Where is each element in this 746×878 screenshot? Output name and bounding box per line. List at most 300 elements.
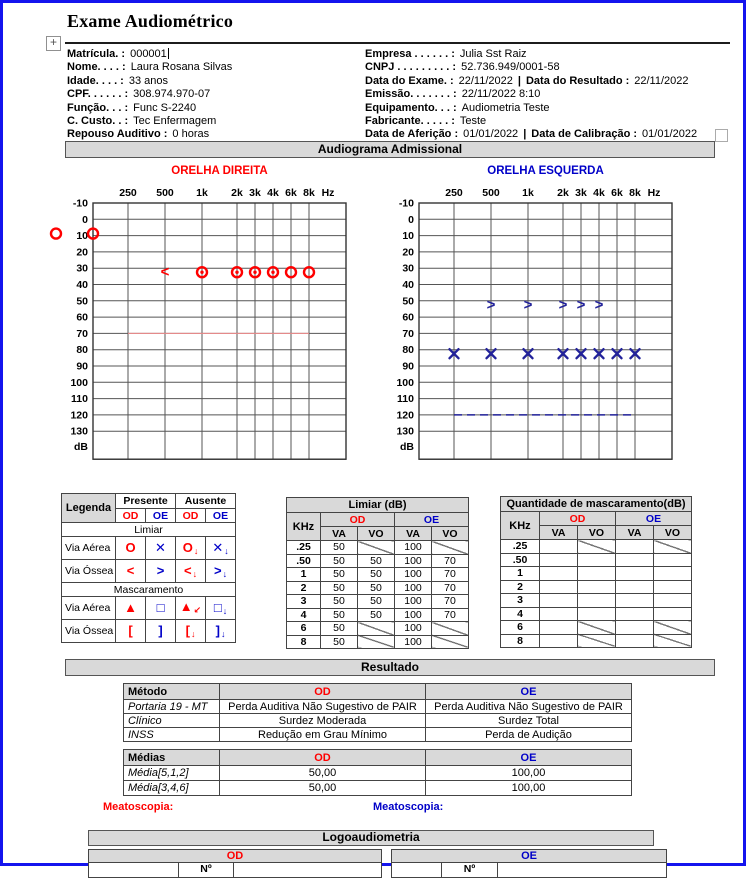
result-cell: Perda Auditiva Não Sugestivo de PAIR xyxy=(426,700,632,714)
legend-symbol-od xyxy=(176,560,206,583)
legend-table xyxy=(61,493,236,643)
x-tick-label: 4k xyxy=(593,187,605,199)
patient-row xyxy=(67,61,232,74)
symbol-absent-icon: ] xyxy=(215,622,220,638)
meatoscopia-oe-label: Meatoscopia: xyxy=(373,801,444,813)
value-cell-empty xyxy=(578,634,616,648)
metodo-table-header: OE xyxy=(426,684,632,700)
symbol-absent-icon: ▲ xyxy=(179,599,193,614)
text-cursor xyxy=(168,48,169,59)
value-cell: 100 xyxy=(395,581,432,595)
y-tick-label: 10 xyxy=(76,230,88,243)
value-cell xyxy=(616,540,654,554)
y-tick-label: 30 xyxy=(402,262,414,275)
arrow-icon: ↓ xyxy=(220,628,226,639)
value-cell xyxy=(616,594,654,608)
oe-header: OE xyxy=(395,513,469,527)
x-tick-label: 4k xyxy=(267,187,279,199)
value-cell-empty xyxy=(432,541,469,555)
marker-gt: > xyxy=(486,296,496,314)
value-cell-empty xyxy=(578,621,616,635)
field-label: Data do Resultado : xyxy=(525,74,630,87)
arrow-icon: ↓ xyxy=(193,545,199,556)
field-label: Fabricante. . . . . : xyxy=(365,115,455,128)
company-row xyxy=(365,128,697,141)
move-handle-icon[interactable]: + xyxy=(46,36,61,51)
patient-row xyxy=(67,88,232,101)
y-tick-label: 100 xyxy=(70,376,88,389)
selection-handle[interactable] xyxy=(715,129,728,142)
metodo-table xyxy=(123,683,632,742)
symbol-absent-icon: O xyxy=(182,539,193,555)
symbol-present-icon: ▲ xyxy=(124,600,137,615)
masc-table-title: Quantidade de mascaramento(dB) xyxy=(501,497,692,512)
marker-gt: > xyxy=(594,296,604,314)
y-tick-label: 110 xyxy=(397,393,414,406)
limiar-table-title: Limiar (dB) xyxy=(287,498,469,513)
section-bar-audiograma: Audiograma Admissional xyxy=(65,141,715,158)
patient-row xyxy=(67,48,232,61)
arrow-icon: ↓ xyxy=(190,628,196,639)
legend-symbol-od xyxy=(116,537,146,560)
legend-symbol-oe xyxy=(206,537,236,560)
y-tick-label: 130 xyxy=(70,425,88,438)
marker-circle-dot xyxy=(271,271,274,274)
y-tick-label: 120 xyxy=(70,409,88,422)
field-label: CNPJ . . . . . . . . . : xyxy=(365,61,457,74)
y-tick-label: 70 xyxy=(76,327,88,340)
y-tick-label: 40 xyxy=(76,279,88,291)
value-cell: 50 xyxy=(358,581,395,595)
field-value: Laura Rosana Silvas xyxy=(130,61,233,74)
symbol-present-icon: ✕ xyxy=(155,540,166,555)
khz-cell: 2 xyxy=(501,580,540,594)
field-value: Tec Enfermagem xyxy=(133,115,217,128)
marker-gt: > xyxy=(523,296,533,314)
logoaudiometria-oe-table xyxy=(391,849,667,878)
field-label: Empresa . . . . . . : xyxy=(365,48,455,60)
value-cell: 100 xyxy=(395,595,432,609)
field-value: Teste xyxy=(459,115,487,128)
logo-cell xyxy=(392,863,442,878)
khz-cell: 6 xyxy=(501,621,540,635)
x-tick-label: 250 xyxy=(119,187,137,199)
company-row xyxy=(365,61,697,74)
x-tick-label: 500 xyxy=(156,187,174,199)
value-cell: 70 xyxy=(432,608,469,622)
chart-title: ORELHA ESQUERDA xyxy=(487,165,604,177)
audiogram-right-ear xyxy=(39,161,355,465)
va-vo-header: VO xyxy=(654,526,692,540)
va-vo-header: VA xyxy=(395,527,432,541)
arrow-icon: ↓ xyxy=(224,545,229,556)
symbol-present-icon: ] xyxy=(158,623,163,638)
y-tick-label: 110 xyxy=(71,393,88,406)
value-cell xyxy=(654,607,692,621)
y-tick-label: 60 xyxy=(402,311,414,324)
field-label: Nome. . . . : xyxy=(67,61,126,74)
value-cell: 70 xyxy=(432,554,469,568)
y-tick-label: -10 xyxy=(398,197,414,210)
y-tick-label: 20 xyxy=(76,246,88,259)
y-tick-label: 20 xyxy=(402,246,414,259)
khz-cell: .50 xyxy=(287,554,321,568)
marker-gt: > xyxy=(576,296,586,314)
od-header: OD xyxy=(321,513,395,527)
value-cell xyxy=(540,607,578,621)
x-unit-label: Hz xyxy=(321,187,335,199)
company-row xyxy=(365,102,697,115)
medias-table-header: OE xyxy=(426,750,632,766)
field-value: 308.974.970-07 xyxy=(133,88,211,101)
value-cell-empty xyxy=(358,541,395,555)
metodo-table-header: Método xyxy=(124,684,220,700)
legend-symbol-oe xyxy=(206,560,236,583)
matricula-input[interactable]: 000001 xyxy=(130,48,167,60)
field-value: 22/11/2022 8:10 xyxy=(461,88,541,101)
va-vo-header: VA xyxy=(540,526,578,540)
field-label: Equipamento. . . : xyxy=(365,101,457,114)
value-cell: 50 xyxy=(321,541,358,555)
oe-header: OE xyxy=(616,512,692,526)
value-cell-empty xyxy=(654,634,692,648)
khz-cell: 4 xyxy=(287,608,321,622)
legend-symbol-od xyxy=(176,620,206,643)
field-label: C. Custo. . : xyxy=(67,115,129,128)
legend-symbol-oe xyxy=(146,620,176,643)
y-tick-label: 70 xyxy=(402,327,414,340)
symbol-absent-icon: ✕ xyxy=(212,539,224,555)
result-cell: 100,00 xyxy=(426,766,632,781)
field-label: Data de Calibração : xyxy=(531,128,638,141)
value-cell: 50 xyxy=(358,608,395,622)
khz-cell: 1 xyxy=(287,568,321,582)
result-cell: Redução em Grau Mínimo xyxy=(220,728,426,742)
field-value: 01/01/2022 xyxy=(642,128,698,141)
value-cell xyxy=(540,567,578,581)
logo-od-header: OD xyxy=(89,850,382,863)
patient-row xyxy=(67,128,232,141)
field-separator: | xyxy=(517,74,521,87)
legend-ear-header: OE xyxy=(206,509,236,523)
medias-table xyxy=(123,749,632,796)
logo-col-header: Nº xyxy=(442,863,498,878)
y-tick-label: 0 xyxy=(408,213,414,226)
symbol-present-icon: [ xyxy=(128,623,133,638)
y-tick-label: 0 xyxy=(82,213,88,226)
legend-section-label: Limiar xyxy=(62,523,236,537)
x-tick-label: 3k xyxy=(575,187,587,199)
value-cell xyxy=(654,567,692,581)
row-label-cell: Clínico xyxy=(124,714,220,728)
y-unit-label: dB xyxy=(74,441,88,454)
field-label: Emissão. . . . . . . : xyxy=(365,88,457,101)
y-tick-label: 90 xyxy=(402,360,414,373)
company-info-block xyxy=(365,48,697,142)
y-tick-label: 60 xyxy=(76,311,88,324)
value-cell: 70 xyxy=(432,581,469,595)
field-label: Data do Exame. : xyxy=(365,74,454,87)
x-tick-label: 2k xyxy=(231,187,243,199)
y-tick-label: 30 xyxy=(76,262,88,275)
symbol-absent-icon: □ xyxy=(213,599,222,615)
logo-col-header: Nº xyxy=(179,863,234,878)
value-cell: 100 xyxy=(395,608,432,622)
x-tick-label: 8k xyxy=(303,187,315,199)
legend-ear-header: OD xyxy=(116,509,146,523)
legend-title: Legenda xyxy=(62,494,116,523)
field-value: 0 horas xyxy=(172,128,210,141)
value-cell xyxy=(654,594,692,608)
limiar-table xyxy=(286,497,469,649)
section-bar-resultado: Resultado xyxy=(65,659,715,676)
value-cell-empty xyxy=(578,540,616,554)
y-tick-label: -10 xyxy=(72,197,88,210)
legend-symbol-od xyxy=(176,597,206,620)
logo-cell xyxy=(234,863,382,878)
result-cell: 50,00 xyxy=(220,781,426,796)
value-cell-empty xyxy=(432,635,469,649)
value-cell: 100 xyxy=(395,568,432,582)
row-label-cell: Média[3,4,6] xyxy=(124,781,220,796)
value-cell xyxy=(540,621,578,635)
value-cell: 70 xyxy=(432,595,469,609)
page-title: Exame Audiométrico xyxy=(67,11,234,31)
legend-ear-header: OE xyxy=(146,509,176,523)
legend-row-label: Via Óssea xyxy=(62,620,116,643)
value-cell: 70 xyxy=(432,568,469,582)
patient-row xyxy=(67,102,232,115)
khz-header: KHz xyxy=(287,513,321,541)
value-cell xyxy=(540,634,578,648)
value-cell: 50 xyxy=(321,554,358,568)
legend-row-label: Via Aérea xyxy=(62,537,116,560)
field-value: 01/01/2022 xyxy=(463,128,519,141)
value-cell xyxy=(540,553,578,567)
symbol-absent-icon: > xyxy=(213,562,222,578)
plot-border xyxy=(93,203,346,459)
legend-ausente-header: Ausente xyxy=(176,494,236,509)
value-cell xyxy=(616,580,654,594)
x-unit-label: Hz xyxy=(647,187,661,199)
row-label-cell: Portaria 19 - MT xyxy=(124,700,220,714)
field-label: Matrícula. : xyxy=(67,48,126,60)
khz-cell: 8 xyxy=(287,635,321,649)
mascaramento-table xyxy=(500,496,692,648)
value-cell-empty xyxy=(654,540,692,554)
legend-symbol-oe xyxy=(206,597,236,620)
marker-circle-dot xyxy=(253,271,256,274)
marker-lt: < xyxy=(160,263,170,281)
field-value: 33 anos xyxy=(128,74,168,87)
legend-symbol-od xyxy=(116,560,146,583)
khz-cell: 3 xyxy=(501,594,540,608)
x-tick-label: 2k xyxy=(557,187,569,199)
value-cell: 50 xyxy=(321,581,358,595)
symbol-present-icon: □ xyxy=(156,600,165,615)
x-tick-label: 3k xyxy=(249,187,261,199)
symbol-absent-icon: [ xyxy=(185,622,190,638)
y-tick-label: 10 xyxy=(402,230,414,243)
value-cell xyxy=(578,594,616,608)
legend-symbol-oe xyxy=(146,560,176,583)
value-cell-empty xyxy=(432,622,469,636)
value-cell xyxy=(616,634,654,648)
field-label: CPF. . . . . . : xyxy=(67,88,129,101)
legend-symbol-od xyxy=(116,597,146,620)
value-cell: 100 xyxy=(395,622,432,636)
patient-row xyxy=(67,115,232,128)
value-cell xyxy=(578,553,616,567)
field-value: 52.736.949/0001-58 xyxy=(461,61,560,74)
legend-symbol-od xyxy=(116,620,146,643)
symbol-present-icon: O xyxy=(125,540,136,555)
value-cell xyxy=(540,580,578,594)
field-value: Julia Sst Raiz xyxy=(459,48,527,60)
va-vo-header: VA xyxy=(616,526,654,540)
symbol-present-icon: < xyxy=(126,563,135,578)
khz-cell: 6 xyxy=(287,622,321,636)
legend-row-label: Via Aérea xyxy=(62,597,116,620)
legend-symbol-od xyxy=(176,537,206,560)
y-tick-label: 50 xyxy=(402,295,414,308)
legend-symbol-oe xyxy=(146,537,176,560)
va-vo-header: VO xyxy=(578,526,616,540)
marker-gt: > xyxy=(558,296,568,314)
medias-table-header: OD xyxy=(220,750,426,766)
audiogram-left-ear xyxy=(365,161,681,465)
legend-presente-header: Presente xyxy=(116,494,176,509)
value-cell xyxy=(578,607,616,621)
value-cell: 100 xyxy=(395,635,432,649)
legend-symbol-oe xyxy=(146,597,176,620)
khz-cell: 1 xyxy=(501,567,540,581)
y-unit-label: dB xyxy=(400,441,414,454)
value-cell: 50 xyxy=(321,622,358,636)
x-tick-label: 8k xyxy=(629,187,641,199)
row-label-cell: INSS xyxy=(124,728,220,742)
value-cell-empty xyxy=(654,621,692,635)
logo-cell xyxy=(89,863,179,878)
patient-info-block xyxy=(67,48,232,142)
value-cell: 100 xyxy=(395,554,432,568)
khz-cell: .25 xyxy=(501,540,540,554)
y-tick-label: 40 xyxy=(402,279,414,291)
va-vo-header: VO xyxy=(358,527,395,541)
value-cell xyxy=(578,580,616,594)
value-cell: 50 xyxy=(321,568,358,582)
logo-cell xyxy=(498,863,667,878)
logoaudiometria-od-table xyxy=(88,849,382,878)
result-cell: Surdez Total xyxy=(426,714,632,728)
value-cell: 50 xyxy=(321,595,358,609)
value-cell: 50 xyxy=(358,568,395,582)
value-cell xyxy=(654,553,692,567)
value-cell-empty xyxy=(358,622,395,636)
arrow-icon: ↓ xyxy=(192,568,198,579)
company-row xyxy=(365,75,697,88)
result-cell: 50,00 xyxy=(220,766,426,781)
header-divider xyxy=(65,42,730,44)
x-tick-label: 1k xyxy=(522,187,534,199)
value-cell: 50 xyxy=(321,608,358,622)
y-tick-label: 120 xyxy=(396,409,414,422)
y-tick-label: 80 xyxy=(402,344,414,357)
value-cell xyxy=(616,607,654,621)
marker-circle-dot xyxy=(235,271,238,274)
legend-ear-header: OD xyxy=(176,509,206,523)
khz-cell: 3 xyxy=(287,595,321,609)
value-cell: 50 xyxy=(358,554,395,568)
khz-header: KHz xyxy=(501,512,540,540)
legend-section-label: Mascaramento xyxy=(62,583,236,597)
x-tick-label: 6k xyxy=(285,187,297,199)
result-cell: Surdez Moderada xyxy=(220,714,426,728)
va-vo-header: VO xyxy=(432,527,469,541)
khz-cell: .50 xyxy=(501,553,540,567)
value-cell-empty xyxy=(358,635,395,649)
od-header: OD xyxy=(540,512,616,526)
company-row xyxy=(365,48,697,61)
marker-circle xyxy=(51,229,61,239)
arrow-icon: ↓ xyxy=(222,605,228,616)
result-cell: Perda de Audição xyxy=(426,728,632,742)
value-cell xyxy=(540,540,578,554)
symbol-absent-icon: < xyxy=(183,562,192,578)
field-value: Func S-2240 xyxy=(133,101,197,114)
result-cell: 100,00 xyxy=(426,781,632,796)
khz-cell: .25 xyxy=(287,541,321,555)
x-tick-label: 500 xyxy=(482,187,500,199)
arrow-icon: ↙ xyxy=(193,605,202,615)
y-tick-label: 80 xyxy=(76,344,88,357)
khz-cell: 8 xyxy=(501,634,540,648)
value-cell xyxy=(616,553,654,567)
field-label: Data de Aferição : xyxy=(365,128,459,141)
y-tick-label: 100 xyxy=(396,376,414,389)
legend-row-label: Via Óssea xyxy=(62,560,116,583)
logo-oe-header: OE xyxy=(392,850,667,863)
marker-circle-dot xyxy=(200,271,203,274)
value-cell xyxy=(654,580,692,594)
meatoscopia-od-label: Meatoscopia: xyxy=(103,801,174,813)
result-cell: Perda Auditiva Não Sugestivo de PAIR xyxy=(220,700,426,714)
company-row xyxy=(365,115,697,128)
value-cell: 50 xyxy=(358,595,395,609)
chart-title: ORELHA DIREITA xyxy=(171,165,268,177)
x-tick-label: 1k xyxy=(196,187,208,199)
arrow-icon: ↓ xyxy=(222,568,228,579)
field-separator: | xyxy=(523,128,527,141)
x-tick-label: 250 xyxy=(445,187,463,199)
y-tick-label: 130 xyxy=(396,425,414,438)
value-cell xyxy=(578,567,616,581)
value-cell xyxy=(616,621,654,635)
medias-table-header: Médias xyxy=(124,750,220,766)
field-label: Idade. . . . : xyxy=(67,74,124,87)
legend-symbol-oe xyxy=(206,620,236,643)
value-cell xyxy=(616,567,654,581)
value-cell: 50 xyxy=(321,635,358,649)
va-vo-header: VA xyxy=(321,527,358,541)
field-value: 22/11/2022 xyxy=(458,74,513,87)
khz-cell: 2 xyxy=(287,581,321,595)
y-tick-label: 50 xyxy=(76,295,88,308)
patient-row xyxy=(67,75,232,88)
metodo-table-header: OD xyxy=(220,684,426,700)
field-label: Função. . . : xyxy=(67,101,129,114)
field-value: Audiometria Teste xyxy=(461,101,550,114)
